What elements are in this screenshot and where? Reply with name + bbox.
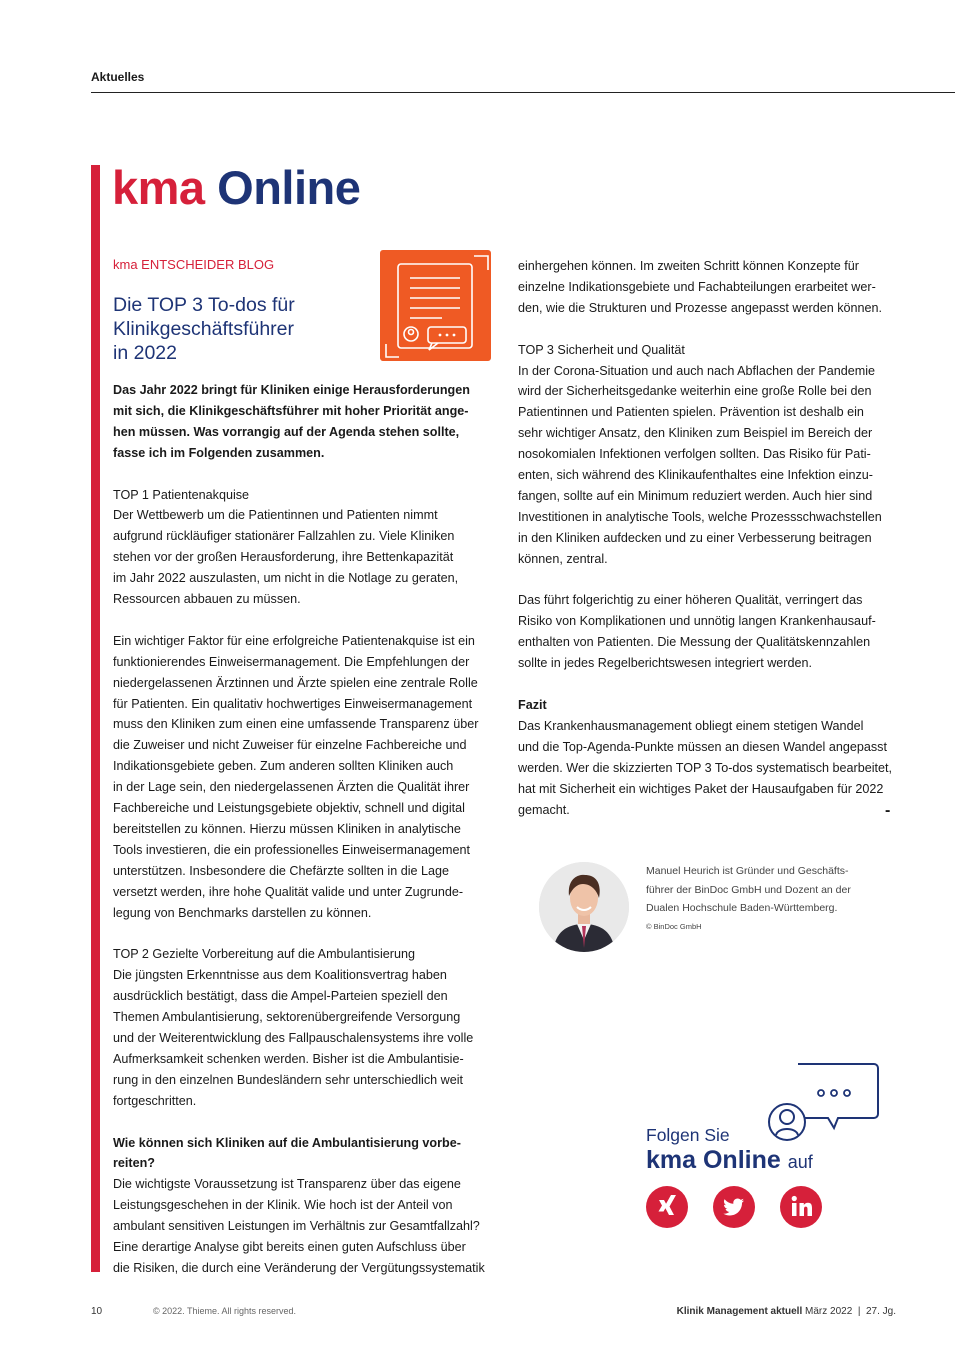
end-mark: -: [885, 802, 891, 819]
journal-info: Klinik Management aktuell März 2022 | 27. Jg.: [676, 1306, 896, 1317]
article-headline: [113, 293, 353, 365]
left-column: [113, 380, 491, 1300]
header-rule: [91, 92, 955, 93]
chat-person-icon: [766, 1060, 882, 1152]
top2-section: TOP 2 Gezielte Vorbereitung auf die Ambulantisierung Die jüngsten Erkenntnisse aus dem Koalitionsvertrag haben ausdrücklich bestätigt, dass die Ampel-Parteien speziell den Themen Ambulantisierung, sektorenübergreifende Versorgung und der Weiterentwicklung des Fallpauschalensystems ihre volle Aufmerksamkeit schenken werden. Bisher ist die Ambulantisie- rung in den einzelnen Bundesländern sehr unterschiedlich weit fortgeschritten.: [113, 947, 474, 1108]
twitter-icon[interactable]: [713, 1186, 755, 1228]
brand-title: [112, 160, 360, 215]
follow-label: Folgen Sie: [646, 1125, 730, 1145]
question-heading: Wie können sich Kliniken auf die Ambulantisierung vorbe- reiten?: [113, 1135, 461, 1171]
xing-icon[interactable]: [646, 1186, 688, 1228]
top1-section: TOP 1 Patientenakquise Der Wettbewerb um die Patientinnen und Patienten nimmt aufgrund rückläufiger stationärer Fallzahlen zu. Viele Kliniken stehen vor der großen Herausforderung, ihre Bettenkapazität im Jahr 2022 auszulasten, um nicht in die Notlage zu geraten, Ressourcen abbauen zu müssen.: [113, 487, 459, 607]
top3-paragraph-2: Das führt folgerichtig zu einer höheren Qualität, verringert das Risiko von Komplikationen und unnötig langen Krankenhausauf- enthalten von Patienten. Die Messung der Qualitätskennzahlen sollte in jedes Regelberichtswesen integriert werden.: [518, 593, 876, 671]
question-section: Wie können sich Kliniken auf die Ambulantisierung vorbe- reiten? Die wichtigste Voraussetzung ist Transparenz über das eigene Leistungsgeschehen in der Klinik. Wie hoch ist der Anteil von ambulant sensitiven Leistungen im Verhältnis zur Gesamtfallzahl? Eine derartige Analyse gibt bereits einen guten Aufschluss über die Risiken, die durch eine Veränderung der Vergütungssystematik: [113, 1135, 485, 1275]
photo-credit: © BinDoc GmbH: [646, 921, 702, 931]
follow-brand: kma Online auf: [646, 1146, 813, 1174]
lead-paragraph: Das Jahr 2022 bringt für Kliniken einige Herausforderungen mit sich, die Klinikgeschäftsführer mit hoher Priorität ange- hen müssen. Was vorrangig auf der Agenda stehen sollte, fasse ich im Folgenden zusammen.: [113, 383, 470, 460]
fazit-section: Fazit Das Krankenhausmanagement obliegt einem stetigen Wandel und die Top-Agenda-Punkte müssen an diesen Wandel angepasst werden. Wer die skizzierten TOP 3 To-dos systematisch bearbeitet, hat mit Sicherheit ein wichtiges Paket der Hausaufgaben für 2022 gemacht.: [518, 697, 893, 817]
top3-section: TOP 3 Sicherheit und Qualität In der Corona-Situation und auch nach Abflachen der Pandemie wird der Sicherheitsgedanke weiterhin eine große Rolle bei den Patientinnen und Patienten spielen. Prävention ist deshalb ein sehr wichtiger Ansatz, den Kliniken zum Beispiel im Bereich der nosokomialen Infektionen verfolgen sollten. Das Risiko für Pati- enten, sich während des Klinikaufenthaltes eine Infektion einzu- fangen, sollte auf ein Minimum reduziert werden. Auch hier sind Investitionen in analytische Tools, welche Prozessschwachstellen in den Kliniken aufdecken und zu einer Verbesserung beitragen können, zentral.: [518, 342, 882, 566]
author-photo: [539, 862, 629, 952]
continued-paragraph: einhergehen können. Im zweiten Schritt können Konzepte für einzelne Indikationsgebiete und Fachabteilungen erarbeitet wer- den, wie die Strukturen und Prozesse angepasst werden können.: [518, 259, 883, 315]
blog-document-icon: [380, 250, 491, 361]
headline-line: in 2022: [113, 342, 177, 364]
copyright: © 2022. Thieme. All rights reserved.: [153, 1306, 297, 1316]
brand-kma: kma: [112, 161, 205, 214]
top1-heading: TOP 1 Patientenakquise: [113, 487, 250, 502]
top3-heading: TOP 3 Sicherheit und Qualität: [518, 342, 685, 357]
section-label: Aktuelles: [91, 70, 145, 84]
top2-heading: TOP 2 Gezielte Vorbereitung auf die Ambulantisierung: [113, 947, 415, 962]
fazit-heading: Fazit: [518, 697, 547, 712]
headline-line: Klinikgeschäftsführer: [113, 318, 295, 340]
brand-online: Online: [217, 161, 361, 214]
top1-paragraph-2: Ein wichtiger Faktor für eine erfolgreiche Patientenakquise ist ein funktionierendes Einweisermanagement. Die Empfehlungen der niedergelassenen Ärztinnen und Ärzte spielen eine zentrale Rolle für Patienten. Ein qualitativ hochwertiges Einweisermanagement muss den Kliniken zum einen eine umfassende Transparenz über die Zuweiser und nicht Zuweiser für einzelne Fachbereiche und Indikationsgebiete geben. Zum anderen sollten Kliniken auch in der Lage sein, den niedergelassenen Ärzten die Qualität ihrer Fachbereiche und Leistungsgebiete objektiv, schnell und digital bereitstellen zu können. Hierzu müssen Kliniken in analytische Tools investieren, die ein professionelles Einweisermanagement unterstützen. Insbesondere die Chefärzte sollten in die Lage versetzt werden, ihre hohe Qualität valide und unter Zugrunde- legung von Benchmarks darstellen zu können.: [113, 633, 479, 920]
blog-kicker: kma ENTSCHEIDER BLOG: [113, 257, 275, 272]
author-bio: Manuel Heurich ist Gründer und Geschäfts- führer der BinDoc GmbH und Dozent an der Dualen Hochschule Baden-Württemberg. © BinDoc GmbH: [646, 862, 896, 936]
right-column: [518, 256, 896, 841]
accent-bar: [91, 165, 100, 1272]
linkedin-icon[interactable]: [780, 1186, 822, 1228]
headline-line: Die TOP 3 To-dos für: [113, 294, 295, 316]
page-number: 10: [91, 1306, 103, 1317]
